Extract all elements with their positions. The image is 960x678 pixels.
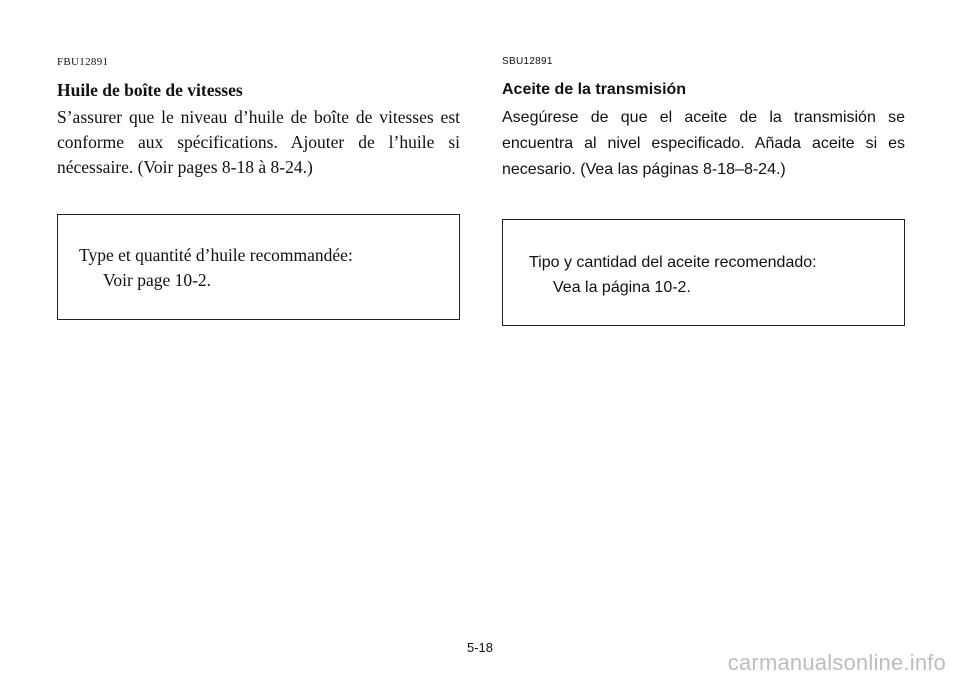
section-heading: Aceite de la transmisión (502, 81, 687, 98)
spec-box-label: Type et quantité d’huile recommandée: (79, 245, 353, 265)
watermark: carmanualsonline.info (727, 650, 946, 675)
section-body: S’assurer que le niveau d’huile de boîte de vitesses est conforme aux spécifications. Ajouter de l’huile si nécessaire. (Voir pages 8-18 à 8-24.) (57, 107, 460, 177)
french-section (57, 55, 460, 180)
spec-box-label: Tipo y cantidad del aceite recomendado: (529, 254, 817, 271)
spanish-section (502, 55, 905, 183)
section-heading: Huile de boîte de vitesses (57, 80, 243, 100)
spec-box-value: Vea la página 10-2. (553, 279, 691, 296)
page-number: 5-18 (466, 640, 494, 655)
section-code: SBU12891 (502, 56, 553, 67)
french-spec-box (57, 214, 460, 320)
spec-box-value: Voir page 10-2. (103, 270, 212, 290)
spanish-spec-box (502, 219, 905, 326)
section-body: Asegúrese de que el aceite de la transmisión se encuentra al nivel especificado. Añada aceite si es necesario. (Vea las páginas 8-18–8-24.) (502, 109, 905, 178)
section-code: FBU12891 (57, 56, 109, 68)
